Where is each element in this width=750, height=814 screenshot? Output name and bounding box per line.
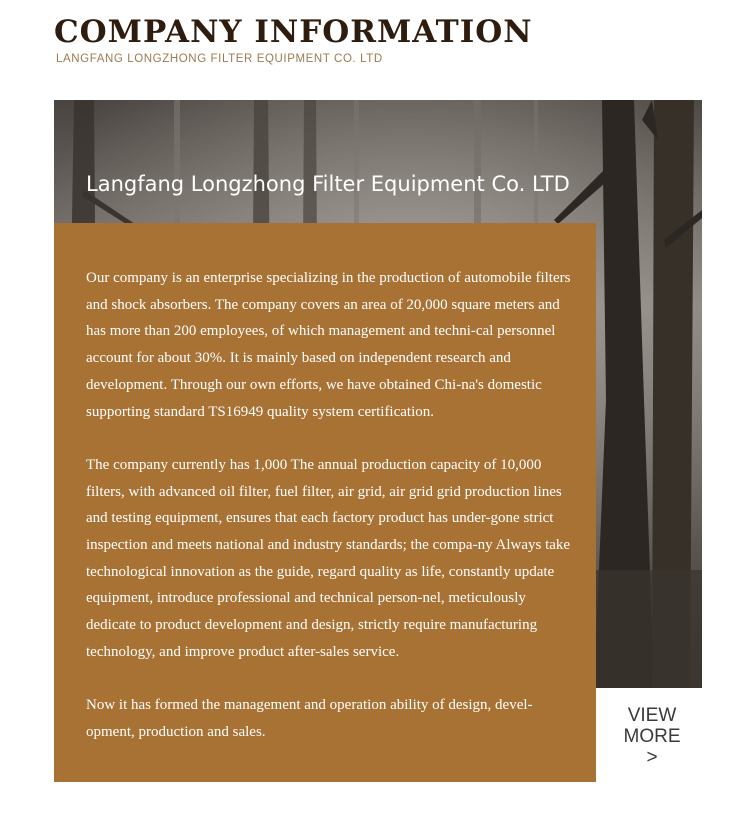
view-more-label-2: MORE	[623, 726, 681, 747]
company-description-text	[86, 265, 578, 772]
paragraph-3: Now it has formed the management and operation ability of design, devel-opment, production and sales.	[86, 697, 533, 740]
banner-title: Langfang Longzhong Filter Equipment Co. LTD	[86, 172, 570, 196]
company-description-panel	[54, 223, 596, 782]
paragraph-2: The company currently has 1,000 The annual production capacity of 10,000 filters, with advanced oil filter, fuel filter, air grid, air grid grid production lines and testing equipment, ensures that each factory product has under-gone strict inspection and meets national and industry standards; the compa-ny Always take technological innovation as the guide, regard quality as life, constantly update equipment, introduce professional and technical person-nel, meticulously dedicate to product development and design, strictly require manufacturing technology, and improve product after-sales service.	[86, 456, 571, 660]
chevron-right-icon: >	[646, 747, 658, 768]
view-more-button[interactable]	[598, 705, 706, 768]
page-title: COMPANY INFORMATION	[54, 14, 533, 50]
view-more-label-1: VIEW	[627, 705, 677, 726]
paragraph-1: Our company is an enterprise specializing in the production of automobile filters and shock absorbers. The company covers an area of 20,000 square meters and has more than 200 employees, of which management and techni-cal personnel account for about 30%. It is mainly based on independent research and development. Through our own efforts, we have obtained Chi-na's domestic supporting standard TS16949 quality system certification.	[86, 270, 571, 420]
page-subtitle: LANGFANG LONGZHONG FILTER EQUIPMENT CO. LTD	[56, 53, 383, 65]
